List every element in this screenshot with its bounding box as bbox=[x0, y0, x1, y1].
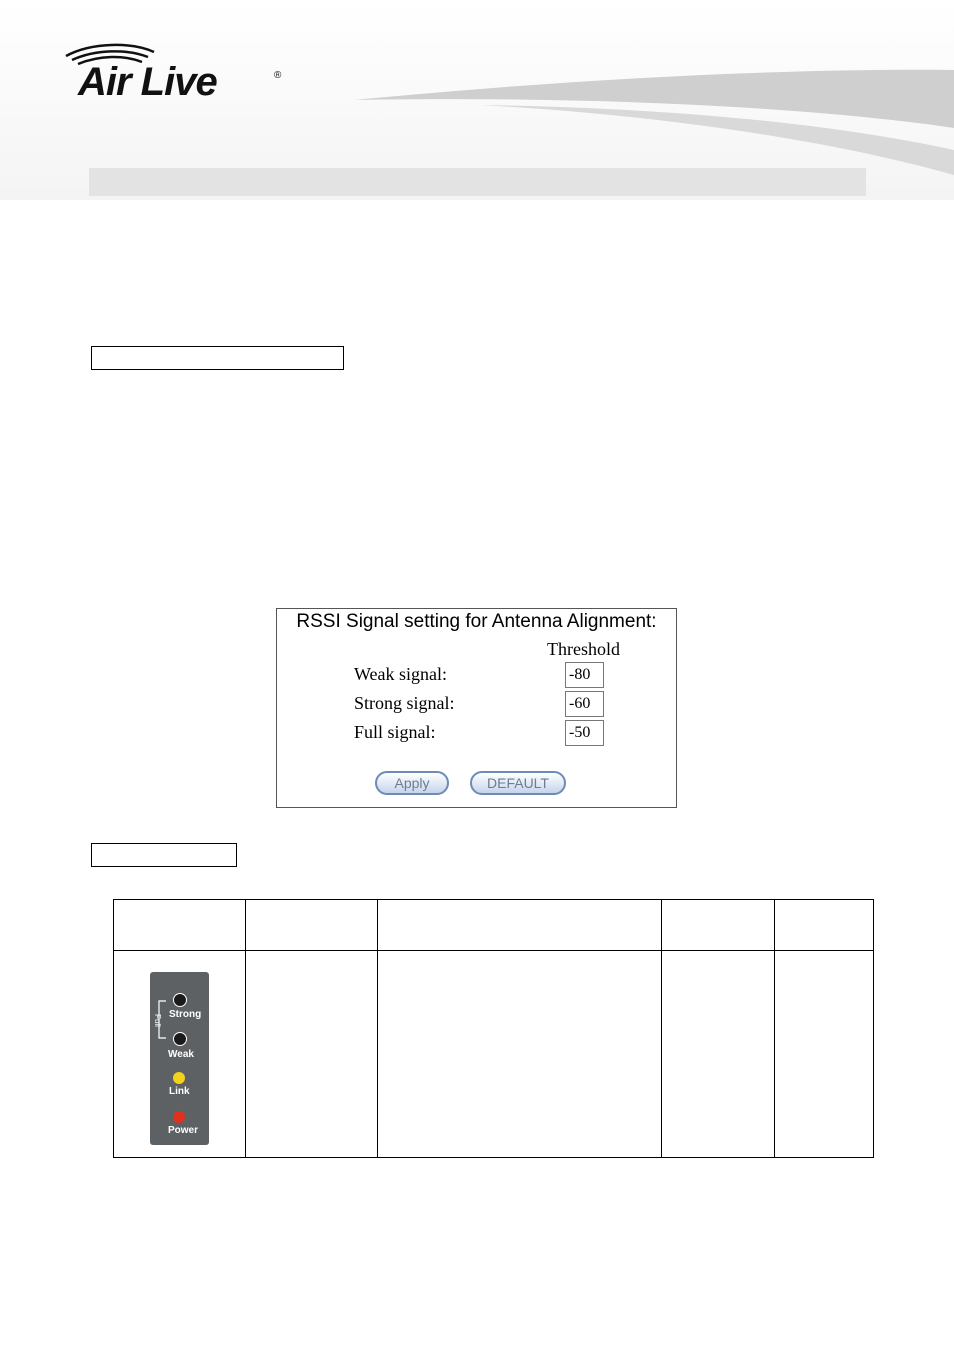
weak-signal-label: Weak signal: bbox=[354, 664, 448, 684]
strong-led-label: Strong bbox=[169, 1009, 202, 1020]
rssi-panel-title: RSSI Signal setting for Antenna Alignment: bbox=[296, 611, 657, 632]
weak-led-icon bbox=[173, 1032, 187, 1046]
table-cell bbox=[246, 951, 378, 1158]
power-led-label: Power bbox=[168, 1125, 199, 1136]
full-signal-label: Full signal: bbox=[354, 722, 436, 742]
subsection-heading-box bbox=[91, 346, 344, 370]
registered-mark: ® bbox=[274, 70, 282, 81]
led-indicator-table bbox=[113, 899, 874, 1158]
table-cell bbox=[378, 951, 662, 1158]
table-header-row bbox=[114, 900, 874, 951]
default-button[interactable]: DEFAULT bbox=[470, 771, 566, 795]
subsection-heading-box-2 bbox=[91, 843, 237, 867]
strong-led-icon bbox=[173, 993, 187, 1007]
weak-signal-input[interactable] bbox=[565, 662, 604, 688]
airlive-logo bbox=[62, 40, 292, 110]
table-header-cell bbox=[114, 900, 246, 951]
threshold-column-header: Threshold bbox=[547, 639, 620, 659]
full-label: Full bbox=[152, 1014, 162, 1027]
apply-button[interactable]: Apply bbox=[375, 771, 449, 795]
table-cell bbox=[775, 951, 874, 1158]
weak-led-label: Weak bbox=[168, 1049, 194, 1060]
table-header-cell bbox=[246, 900, 378, 951]
table-header-cell bbox=[662, 900, 775, 951]
power-led-icon bbox=[173, 1111, 185, 1123]
strong-signal-label: Strong signal: bbox=[354, 693, 455, 713]
rssi-settings-panel bbox=[276, 608, 677, 808]
logo-wordmark: Air Live bbox=[78, 60, 217, 104]
strong-signal-input[interactable] bbox=[565, 691, 604, 717]
table-cell bbox=[662, 951, 775, 1158]
link-led-label: Link bbox=[169, 1086, 190, 1097]
section-title-bar bbox=[89, 168, 866, 196]
table-header-cell bbox=[378, 900, 662, 951]
link-led-icon bbox=[173, 1072, 185, 1084]
table-row bbox=[114, 951, 874, 1158]
led-front-panel-image bbox=[150, 972, 209, 1145]
table-header-cell bbox=[775, 900, 874, 951]
full-signal-input[interactable] bbox=[565, 720, 604, 746]
